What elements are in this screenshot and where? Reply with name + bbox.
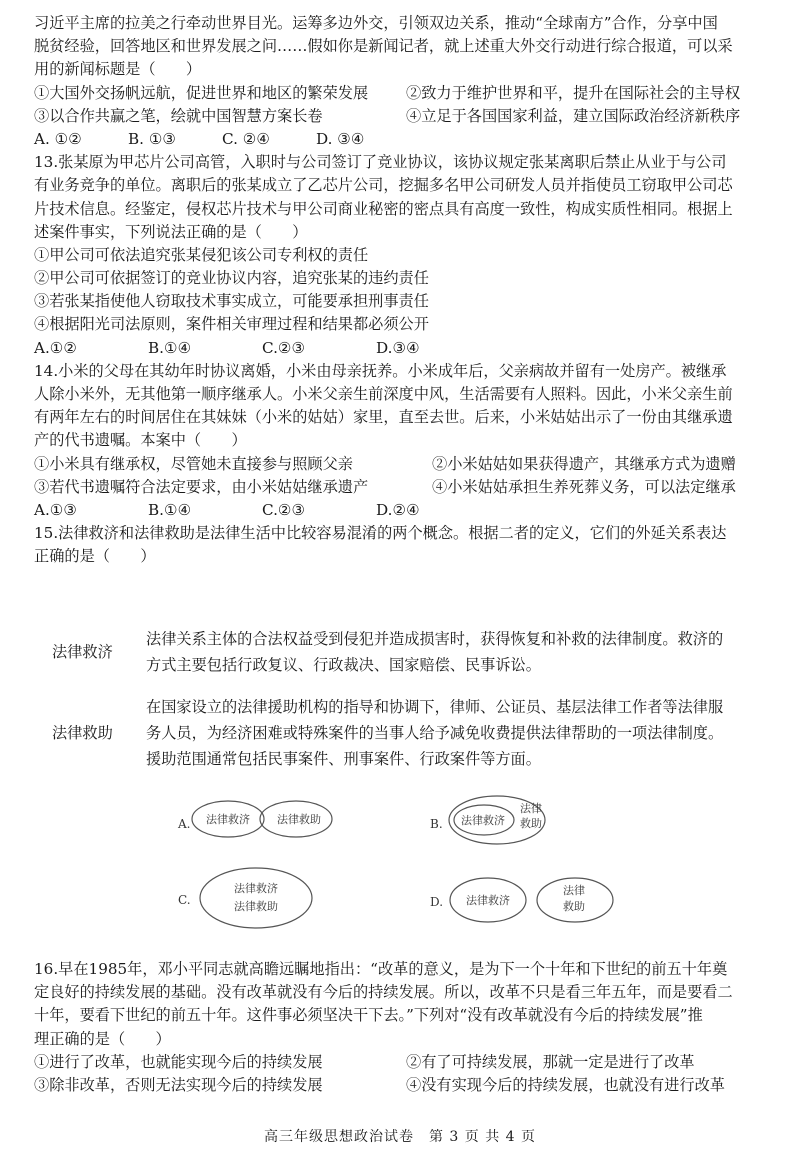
q14-choices	[34, 499, 774, 522]
definition-row-aid	[34, 694, 774, 772]
q16-option-1: ①进行了改革，也就能实现今后的持续发展	[34, 1052, 323, 1071]
q14-text-line-4: 产的代书遗嘱。本案中（ ）	[34, 431, 247, 450]
definition-legal-relief	[146, 626, 766, 678]
q16-option-2: ②有了可持续发展，那就一定是进行了改革	[406, 1052, 695, 1071]
q12-options-row-1	[34, 82, 774, 105]
definition-line: 法律关系主体的合法权益受到侵犯并造成损害时，获得恢复和补救的法律制度。救济的	[146, 630, 724, 648]
q13-text-line-3: 片技术信息。经鉴定，侵权芯片技术与甲公司商业秘密的密点具有高度一致性，构成实质性相同。根据上	[34, 199, 733, 218]
q14-choice-a: A.①③	[34, 500, 78, 519]
q15-text-line-2: 正确的是（ ）	[34, 547, 156, 566]
q14-option-2: ②小米姑姑如果获得遗产，其继承方式为遗赠	[432, 454, 736, 473]
diagram-b-label: B.	[430, 817, 443, 831]
page-footer: 高三年级思想政治试卷 第 3 页 共 4 页	[263, 1129, 537, 1145]
question-16	[34, 958, 774, 1097]
definition-line: 在国家设立的法律援助机构的指导和协调下，律师、公证员、基层法律工作者等法律服	[146, 698, 724, 716]
q15-text-line-1: 15.法律救济和法律救助是法律生活中比较容易混淆的两个概念。根据二者的定义，它们的外延关系表达	[34, 524, 727, 543]
q14-choice-c: C.②③	[262, 500, 306, 519]
q12-text-line-1: 习近平主席的拉美之行牵动世界目光。运筹多边外交，引领双边关系，推动“全球南方”合作，分享中国	[34, 14, 718, 32]
diagram-a-label: A.	[178, 817, 191, 831]
diagram-a	[177, 801, 332, 837]
q12-text-line-3: 用的新闻标题是（ ）	[34, 60, 202, 79]
q13-choice-c: C.②③	[262, 338, 306, 357]
definition-line: 援助范围通常包括民事案件、刑事案件、行政案件等方面。	[146, 750, 541, 768]
q13-text-line-1: 13.张某原为甲芯片公司高管，入职时与公司签订了竞业协议，该协议规定张某离职后禁止从业于与公司	[34, 153, 727, 172]
q16-options-row-2	[34, 1074, 774, 1097]
diagram-d-left-text: 法律救济	[466, 894, 510, 907]
definition-row-relief	[34, 626, 774, 678]
q16-text-line-1: 16.早在1985年，邓小平同志就高瞻远瞩地指出：“改革的意义，是为下一个十年和下世纪的前五十年奠	[34, 960, 728, 978]
diagram-d	[430, 878, 613, 922]
q14-choice-b: B.①④	[148, 500, 192, 519]
q13-choices	[34, 337, 774, 360]
questions-12-14	[34, 12, 774, 569]
q13-option-1: ①甲公司可依法追究张某侵犯该公司专利权的责任	[34, 245, 369, 264]
q13-option-3: ③若张某指使他人窃取技术事实成立，可能要承担刑事责任	[34, 292, 429, 311]
q13-text-line-2: 有业务竞争的单位。离职后的张某成立了乙芯片公司，挖掘多名甲公司研发人员并指使员工窃取甲公司芯	[34, 176, 733, 195]
q12-option-4: ④立足于各国国家利益，建立国际政治经济新秩序	[406, 106, 741, 125]
diagram-c-label: C.	[178, 893, 191, 907]
term-legal-relief: 法律救济	[52, 643, 113, 661]
venn-diagram-options	[0, 790, 800, 930]
q16-options-row-1	[34, 1051, 774, 1074]
diagram-d-label: D.	[430, 895, 444, 909]
q13-option-2: ②甲公司可依据签订的竞业协议内容，追究张某的违约责任	[34, 269, 429, 288]
q14-option-3: ③若代书遗嘱符合法定要求，由小米姑姑继承遗产	[34, 477, 369, 496]
q13-text-line-4: 述案件事实，下列说法正确的是（ ）	[34, 222, 308, 241]
q13-choice-a: A.①②	[34, 338, 78, 357]
diagram-b-outer-text-2: 救助	[520, 817, 542, 830]
q14-choice-d: D.②④	[376, 500, 420, 519]
diagram-a-left-text: 法律救济	[206, 813, 250, 826]
q13-option-4: ④根据阳光司法原则，案件相关审理过程和结果都必须公开	[34, 315, 429, 334]
q12-choices	[34, 128, 774, 151]
term-legal-aid: 法律救助	[52, 724, 113, 742]
diagram-a-right-text: 法律救助	[277, 813, 321, 826]
diagram-b-outer-text-1: 法律	[520, 802, 542, 815]
q14-text-line-2: 人除小米外，无其他第一顺序继承人。小米父亲生前深度中风，生活需要有人照料。因此，小米父亲生前	[34, 385, 733, 403]
q12-choice-d: D. ③④	[316, 129, 365, 148]
definition-legal-aid	[146, 694, 766, 772]
q16-text-line-4: 理正确的是（ ）	[34, 1029, 171, 1048]
q12-choice-c: C. ②④	[222, 129, 270, 148]
diagram-b-inner-text: 法律救济	[461, 814, 505, 827]
diagram-b	[430, 796, 545, 844]
q13-choice-d: D.③④	[376, 338, 420, 357]
definition-table	[34, 626, 774, 772]
q12-option-1: ①大国外交扬帆远航，促进世界和地区的繁荣发展	[34, 83, 369, 102]
q12-option-2: ②致力于维护世界和平，提升在国际社会的主导权	[406, 83, 741, 102]
q16-text-line-2: 定良好的持续发展的基础。没有改革就没有今后的持续发展。所以，改革不只是看三年五年，而是要看二	[34, 983, 733, 1002]
q12-options-row-2	[34, 105, 774, 128]
diagram-c-text-1: 法律救济	[234, 882, 278, 895]
q12-option-3: ③以合作共赢之笔，绘就中国智慧方案长卷	[34, 106, 323, 125]
diagram-d-right-text-2: 救助	[563, 900, 585, 913]
q12-text-line-2: 脱贫经验，回答地区和世界发展之问……假如你是新闻记者，就上述重大外交行动进行综合报道，可以采	[34, 37, 733, 56]
q14-option-4: ④小米姑姑承担生养死葬义务，可以法定继承	[432, 477, 736, 496]
diagram-c-ellipse	[200, 868, 312, 928]
q14-option-1: ①小米具有继承权，尽管她未直接参与照顾父亲	[34, 454, 353, 473]
q16-option-4: ④没有实现今后的持续发展，也就没有进行改革	[406, 1075, 725, 1094]
q14-text-line-3: 有两年左右的时间居住在其妹妹（小米的姑姑）家里，直至去世。后来，小米姑姑出示了一份由其继承遗	[34, 408, 733, 427]
q13-choice-b: B.①④	[148, 338, 192, 357]
q14-options-row-2	[34, 476, 774, 499]
q14-text-line-1: 14.小米的父母在其幼年时协议离婚，小米由母亲抚养。小米成年后，父亲病故并留有一处房产。被继承	[34, 361, 727, 380]
q12-choice-b: B. ①③	[128, 129, 177, 148]
diagram-c-text-2: 法律救助	[234, 900, 278, 913]
q12-choice-a: A. ①②	[34, 129, 82, 148]
q14-options-row-1	[34, 453, 774, 476]
definition-line: 务人员，为经济困难或特殊案件的当事人给予减免收费提供法律帮助的一项法律制度。	[146, 724, 724, 742]
q16-text-line-3: 十年，要看下世纪的前五十年。这件事必须坚决干下去。”下列对“没有改革就没有今后的持续发展”推	[34, 1006, 703, 1025]
q16-option-3: ③除非改革，否则无法实现今后的持续发展	[34, 1075, 323, 1094]
definition-line: 方式主要包括行政复议、行政裁决、国家赔偿、民事诉讼。	[146, 656, 541, 674]
venn-diagrams-svg	[0, 790, 800, 930]
diagram-c	[178, 868, 312, 928]
diagram-d-right-text-1: 法律	[563, 884, 585, 897]
